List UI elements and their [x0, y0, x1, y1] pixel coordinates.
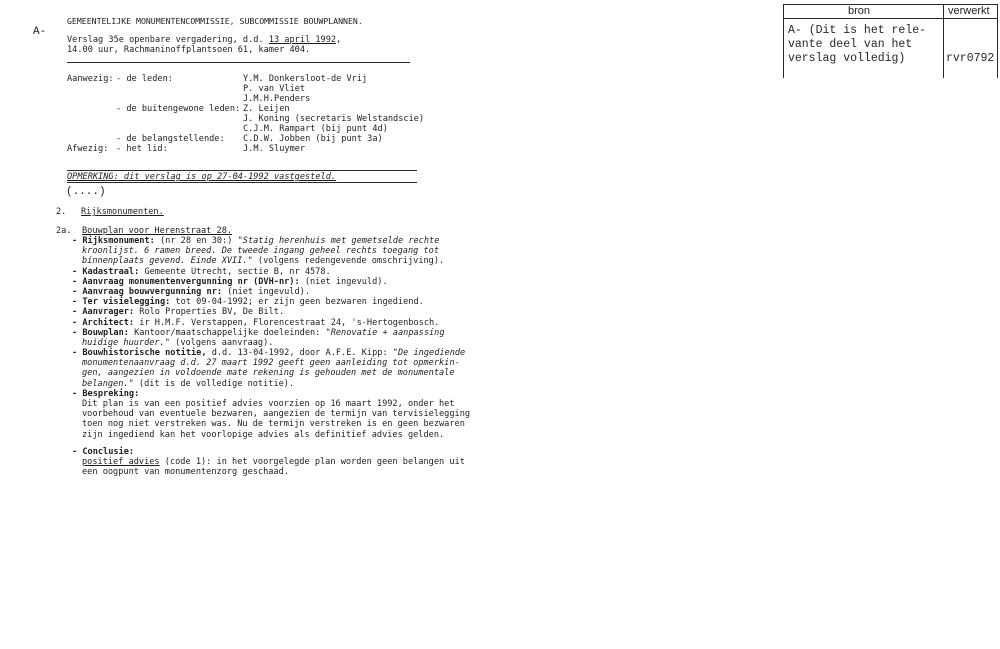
- stamp-header-bron: bron: [848, 5, 871, 17]
- aanwezig-label: Aanwezig:: [67, 74, 114, 84]
- opmerking-text: dit verslag is op 27-04-1992 vastgesteld.: [118, 172, 337, 182]
- belangstellende-label: - de belangstellende:: [116, 134, 225, 144]
- section-2-number: 2.: [56, 207, 67, 217]
- meeting-suffix: ,: [336, 35, 342, 45]
- buitengewone-3: C.J.M. Rampart (bij punt 4d): [243, 124, 388, 134]
- rijksmonument-quote-3: binnenplaats gevend. Einde XVII.": [82, 256, 253, 267]
- bouwplan-quote-2: huidige huurder.": [82, 337, 170, 348]
- conclusie-text-2: een oogpunt van monumentenzorg geschaad.: [82, 467, 289, 478]
- ellipsis: (....): [66, 186, 106, 198]
- item-2a-title: Bouwplan voor Herenstraat 28.: [82, 226, 233, 236]
- architect-value: ir H.M.F. Verstappen, Florencestraat 24, 's-Hertogenbosch.: [134, 317, 440, 328]
- opmerking-label: OPMERKING:: [67, 172, 119, 182]
- afwezig-label: Afwezig:: [67, 144, 109, 154]
- leden-label: - de leden:: [116, 74, 173, 84]
- buitengewone-label: - de buitengewone leden:: [116, 104, 241, 114]
- meeting-date: 13 april 1992: [268, 35, 337, 45]
- section-2-title: Rijksmonumenten.: [81, 207, 164, 217]
- opmerking: [67, 172, 336, 182]
- meeting-prefix: Verslag 35e openbare vergadering, d.d.: [67, 35, 269, 45]
- leden-2: P. van Vliet: [243, 84, 306, 94]
- conclusie-label: - Conclusie:: [72, 446, 135, 457]
- document-title: GEMEENTELIJKE MONUMENTENCOMMISSIE, SUBCOMMISSIE BOUWPLANNEN.: [67, 16, 363, 26]
- notitie-quote-3: gen, aangezien in voldoende mate rekening is gehouden met de monumentale: [82, 368, 455, 379]
- visielegging-label: - Ter visielegging:: [72, 297, 171, 308]
- kadastraal-value: Gemeente Utrecht, sectie B, nr 4578.: [139, 266, 331, 277]
- visielegging-value: tot 09-04-1992; er zijn geen bezwaren ingediend.: [170, 297, 424, 308]
- opmerking-rule-bottom: [67, 182, 417, 183]
- notitie-quote-1: "De ingediende: [392, 348, 466, 359]
- item-2a-body: [72, 236, 470, 477]
- conclusie-advies: positief advies: [82, 456, 160, 467]
- rijksmonument-label: - Rijksmonument:: [72, 236, 155, 246]
- architect-label: - Architect:: [72, 317, 135, 328]
- header-rule: [67, 62, 410, 63]
- buitengewone-1: Z. Leijen: [243, 104, 290, 114]
- lid-label: - het lid:: [116, 144, 168, 154]
- leden-3: J.M.H.Penders: [243, 94, 311, 104]
- bouwplan-value: Kantoor/maatschappelijke doeleinden:: [128, 327, 326, 338]
- notitie-quote-2: monumentenaanvraag d.d. 27 maart 1992 geeft geen aanleiding tot opmerkin-: [82, 358, 460, 369]
- notitie-value: d.d. 13-04-1992, door A.F.E. Kipp:: [206, 348, 393, 359]
- belangstellende-name: C.D.W. Jobben (bij punt 3a): [243, 134, 383, 144]
- bespreking-label: - Bespreking:: [72, 388, 140, 399]
- stamp-bron-line-2: vante deel van het: [788, 38, 913, 51]
- rijksmonument-quote-1: "Statig herenhuis met gemetselde rechte: [237, 236, 440, 246]
- meeting-location: 14.00 uur, Rachmaninoffplantsoen 61, kamer 404.: [67, 45, 311, 55]
- rijksmonument-note: (volgens redengevende omschrijving).: [252, 256, 445, 267]
- lid-name: J.M. Sluymer: [243, 144, 306, 154]
- monumentenvergunning-value: (niet ingevuld).: [299, 276, 388, 287]
- bespreking-line-2: voorbehoud van eventuele bezwaren, aangezien de termijn van tervisielegging: [82, 409, 471, 420]
- margin-mark: A-: [33, 26, 47, 38]
- rijksmonument-quote-2: kroonlijst. 6 ramen breed. De tweede ingang geheel rechts toegang tot: [82, 246, 439, 257]
- rijksmonument-value: (nr 28 en 30:): [154, 236, 238, 246]
- bouwplan-quote-1: "Renovatie + aanpassing: [325, 327, 445, 338]
- bouwplan-label: - Bouwplan:: [72, 327, 129, 338]
- conclusie-text-1: (code 1): in het voorgelegde plan worden geen belangen uit: [159, 456, 465, 467]
- bouwplan-note: (volgens aanvraag).: [169, 337, 274, 348]
- bespreking-line-3: toen nog niet verstreken was. Nu de termijn verstreken is en geen bezwaren: [82, 419, 465, 430]
- aanvrager-label: - Aanvrager:: [72, 307, 135, 318]
- notitie-note: (dit is de volledige notitie).: [133, 378, 295, 389]
- stamp-bron-line-3: verslag volledig): [788, 52, 906, 65]
- opmerking-rule-top: [67, 170, 417, 171]
- bouwvergunning-value: (niet ingevuld).: [222, 286, 311, 297]
- kadastraal-label: - Kadastraal:: [72, 266, 140, 277]
- stamp-bron-line-1: A- (Dit is het rele-: [788, 24, 927, 37]
- meeting-line: [67, 35, 341, 45]
- leden-1: Y.M. Donkersloot-de Vrij: [243, 74, 368, 84]
- bouwvergunning-label: - Aanvraag bouwvergunning nr:: [72, 286, 223, 297]
- stamp-verwerkt-code: rvr0792: [946, 52, 995, 65]
- aanvrager-value: Rolo Properties BV, De Bilt.: [134, 307, 285, 318]
- item-2a-number: 2a.: [56, 226, 72, 236]
- stamp-header-verwerkt: verwerkt: [948, 5, 990, 17]
- bespreking-line-4: zijn ingediend kan het voorlopige advies als definitief advies gelden.: [82, 429, 445, 440]
- notitie-quote-4: belangen.": [82, 378, 134, 389]
- bespreking-line-1: Dit plan is van een positief advies voorzien op 16 maart 1992, onder het: [82, 399, 455, 409]
- notitie-label: - Bouwhistorische notitie,: [72, 348, 207, 359]
- monumentenvergunning-label: - Aanvraag monumentenvergunning nr (DVH-nr):: [72, 276, 300, 287]
- buitengewone-2: J. Koning (secretaris Welstandscie): [243, 114, 425, 124]
